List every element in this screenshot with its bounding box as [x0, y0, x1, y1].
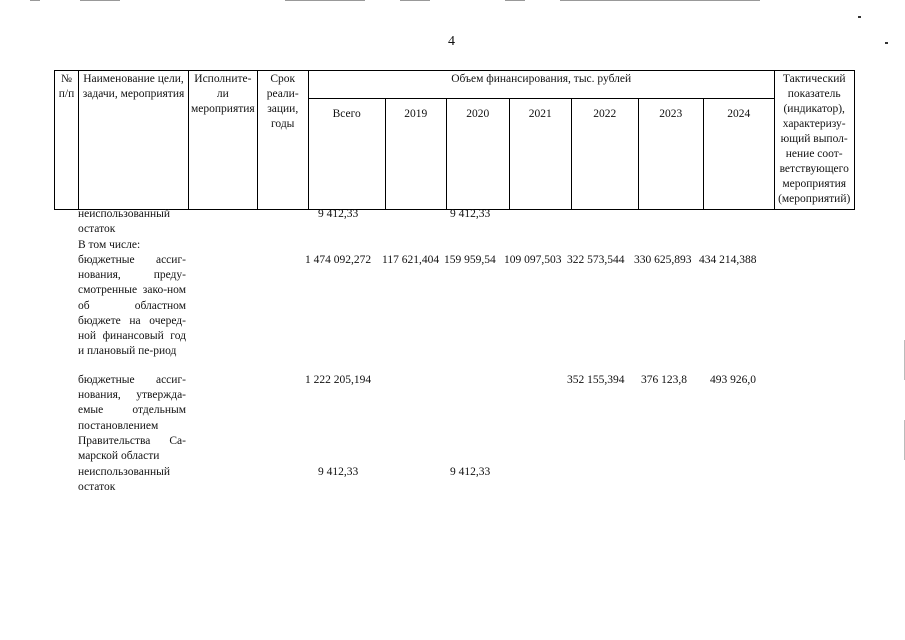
page-number: 4 — [448, 34, 455, 49]
header-year-2022: 2022 — [571, 98, 638, 209]
value-2019: 117 621,404 — [382, 254, 440, 266]
header-year-2024: 2024 — [703, 98, 774, 209]
scan-top-border — [285, 0, 365, 1]
header-year-2020: 2020 — [446, 98, 509, 209]
header-total: Всего — [308, 98, 385, 209]
value-total: 9 412,33 — [318, 208, 359, 220]
value-total: 1 222 205,194 — [305, 374, 372, 386]
value-2023: 330 625,893 — [634, 254, 692, 266]
value-total: 1 474 092,272 — [305, 254, 372, 266]
scan-top-border — [560, 0, 760, 1]
header-year-2021: 2021 — [509, 98, 571, 209]
row-label-unused-balance: неиспользованный остаток — [78, 466, 171, 494]
value-total: 9 412,33 — [318, 466, 359, 478]
row-label-budget-government: бюджетные ассиг-нования, утвержда-емые отдельным постановлением Правительства Са-марской области — [78, 374, 186, 463]
scan-speck — [858, 16, 861, 18]
header-number: № п/п — [55, 71, 79, 210]
value-2020: 9 412,33 — [450, 466, 491, 478]
value-2024: 434 214,388 — [699, 254, 757, 266]
header-year-2019: 2019 — [385, 98, 446, 209]
scan-top-border — [400, 0, 430, 1]
value-2020: 159 959,54 — [444, 254, 496, 266]
row-label-unused-balance: неиспользованный остаток — [78, 208, 171, 236]
value-2020: 9 412,33 — [450, 208, 491, 220]
header-indicator: Тактический показатель (индикатор), характеризу-ющий выпол-нение соот-ветствующего мероприятия (мероприятий) — [774, 71, 854, 210]
header-funding: Объем финансирования, тыс. рублей — [308, 71, 774, 99]
header-term: Срок реали-зации, годы — [257, 71, 308, 210]
scan-top-border — [80, 0, 120, 1]
scan-top-border — [30, 0, 40, 1]
header-executor: Исполните-ли мероприятия — [189, 71, 258, 210]
header-name: Наименование цели, задачи, мероприятия — [79, 71, 189, 210]
including-label: В том числе: — [78, 239, 141, 251]
value-2023: 376 123,8 — [641, 374, 687, 386]
value-2021: 109 097,503 — [504, 254, 562, 266]
scan-top-border — [505, 0, 525, 1]
value-2024: 493 926,0 — [710, 374, 756, 386]
value-2022: 352 155,394 — [567, 374, 625, 386]
funding-table-header — [54, 70, 855, 210]
value-2022: 322 573,544 — [567, 254, 625, 266]
header-year-2023: 2023 — [638, 98, 703, 209]
scan-speck — [885, 42, 888, 44]
row-label-budget-law: бюджетные ассиг-нования, преду-смотренные зако-ном об областном бюджете на очеред-ной финансовый год и плановый пе-риод — [78, 254, 186, 358]
